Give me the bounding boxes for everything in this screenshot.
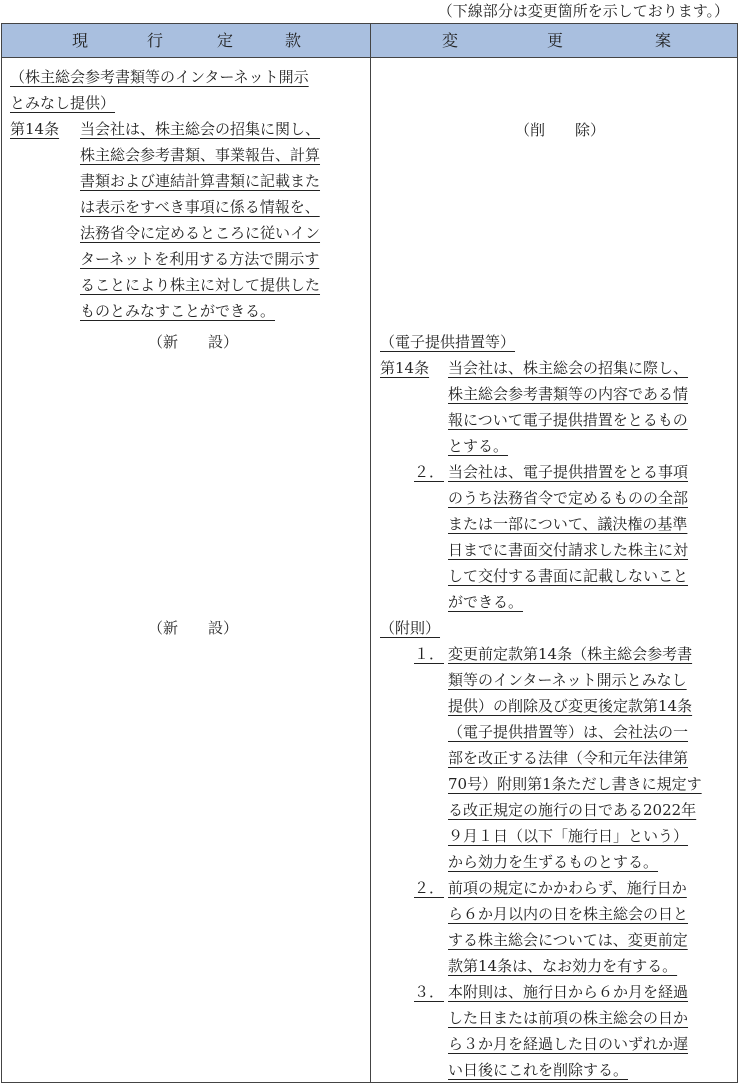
right-supp-2-number: ２．: [414, 879, 445, 897]
note-underline-legend: （下線部分は変更箇所を示しております。）: [437, 2, 729, 20]
right-supplementary-1: 変更前定款第14条（株主総会参考書 類等のインターネット開示とみなし 提供）の削除及び変更後定款第14条 （電子提供措置等）は、会社法の一 部を改正する法律（令和元年法律第 70号）附則第1条ただし書きに規定す る改正規定の施行の日である2022年 ９月１日（以下「施行日」という） から効力を生ずるものとする。: [448, 645, 702, 871]
right-article-heading: （電子提供措置等）: [380, 333, 516, 351]
left-article-heading: （株主総会参考書類等のインターネット開示 とみなし提供）: [10, 68, 309, 112]
left-new-establishment-2: （新 設）: [148, 619, 239, 637]
right-supp-3-number: ３．: [414, 983, 445, 1001]
left-new-establishment-1: （新 設）: [148, 333, 239, 351]
right-supp-1-number: １．: [414, 645, 445, 663]
header-proposed-char-1: 変: [442, 31, 460, 50]
header-current-char-2: 行: [147, 31, 165, 50]
right-article-para-2: 当会社は、電子提供措置をとる事項 のうち法務省令で定めるものの全部 または一部について、議決権の基準 日までに書面交付請求した株主に対 して交付する書面に記載しないこと ができる。: [448, 463, 689, 611]
header-current-char-4: 款: [285, 31, 303, 50]
comparison-table: [1, 23, 738, 1083]
right-article-para-1: 当会社は、株主総会の招集に際し、 株主総会参考書類等の内容である情 報について電子提供措置をとるもの とする。: [448, 359, 689, 455]
header-current-char-3: 定: [217, 31, 235, 50]
column-divider: [370, 24, 371, 1082]
left-article-label: 第14条: [10, 120, 60, 138]
right-supplementary-3: 本附則は、施行日から６か月を経過 した日または前項の株主総会の日か ら３か月を経過した日のいずれか遅 い日後にこれを削除する。: [448, 983, 689, 1079]
right-deleted: （削 除）: [515, 121, 606, 139]
header-proposed-char-3: 案: [655, 31, 673, 50]
right-supplementary-heading: （附則）: [380, 619, 441, 637]
header-current-char-1: 現: [72, 31, 90, 50]
left-article-body: 当会社は、株主総会の招集に関し、 株主総会参考書類、事業報告、計算 書類および連結計算書類に記載また は表示をすべき事項に係る情報を、 法務省令に定めるところに従いイン ターネットを利用する方法で開示す ることにより株主に対して提供した ものとみなすことができる。: [80, 120, 321, 320]
right-supplementary-2: 前項の規定にかかわらず、施行日か ら６か月以内の日を株主総会の日と する株主総会については、変更前定 款第14条は、なお効力を有する。: [448, 879, 689, 975]
right-para-2-number: ２．: [414, 463, 445, 481]
header-proposed-char-2: 更: [547, 31, 565, 50]
right-article-label: 第14条: [380, 359, 430, 377]
